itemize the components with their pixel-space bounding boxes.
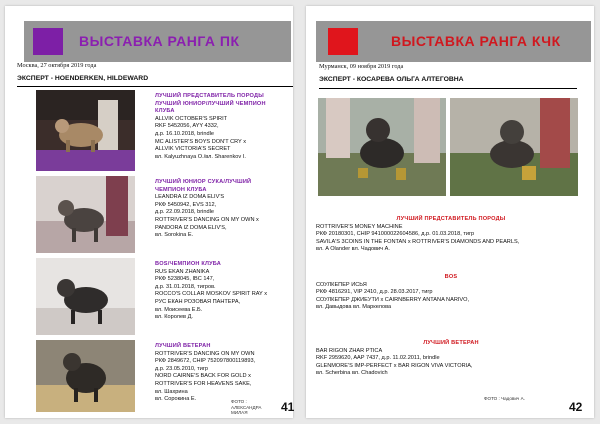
entry-line: NORD CAIRNE'S BACK FOR GOLD x [155,373,251,380]
entry-left-2 [155,179,259,240]
owner-line: вл. A Olander вл. Чадович А. [316,246,390,253]
dog-name: RUS EKAN ZHANIKA [155,268,210,275]
dog-name: ALLVIK OCTOBER'S SPIRIT [155,115,228,122]
entry-line: РКФ 2849672, CHIP 752097800119893, [155,358,256,365]
dog-photo-2 [36,176,135,253]
dog-name: BAR RIGON ZHAR PTICA [316,347,383,354]
dog-photo-6 [450,98,578,196]
owner-line: вл. Шахрина [155,388,188,395]
entry-line: ALLVIK VICTORIA'S SECRET [155,146,231,153]
page-left [5,6,293,418]
dog-name: ROTTRIVER'S DANCING ON MY OWN [155,350,255,357]
entry-line: РКФ 5450942, EVS 312, [155,201,217,208]
entry-title: ЛУЧШИЙ ПРЕДСТАВИТЕЛЬ ПОРОДЫ [155,93,264,99]
divider-left [17,86,293,87]
owner-line: вл. Sorokina E. [155,232,194,239]
entry-title: КЛУБА [155,108,175,115]
entry-title: BOS [444,274,458,280]
entry-title: ЛУЧШИЙ ПРЕДСТАВИТЕЛЬ ПОРОДЫ [396,216,506,222]
expert-left: ЭКСПЕРТ - HOENDERKEN, HILDEWARD [17,75,149,82]
entry-line: РУС ЕКАН РОЗОВАЯ ПАНТЕРА, [155,298,241,305]
banner-square-red [328,28,358,55]
page-right [306,6,594,418]
owner-line: вл. Давыдова вл. Маркелова [316,304,392,311]
photo-caption-left: ФОТО : АЛЕКСАНДРА МИЛАЯ [231,399,262,415]
entry-title: ЛУЧШИЙ ВЕТЕРАН [155,343,211,349]
page-number-left: 41 [281,400,295,414]
entry-line: РКФ 4816291, VIP 2410, д.р. 28.03.2017, тигр [316,289,433,296]
dog-name: СОУЛКЕПЕР ИСЬЯ [316,281,367,288]
entry-line: д.р. 31.01.2018, тигров. [155,283,216,290]
entry-line: СОУЛКЕПЕР ДЖИЕУТИ x CAIRNBERRY ANTANA NARIVO, [316,296,470,303]
entry-right-3 [316,340,586,378]
entry-line: д.р. 22.09.2018, brindle [155,209,214,216]
entry-left-1 [155,93,266,161]
entry-line: д.р. 23.05.2010, тигр [155,365,208,372]
expert-right: ЭКСПЕРТ - КОСАРЕВА ОЛЬГА АЛТЕГОВНА [319,76,464,83]
owner-line: вл. Scherbina вл. Chadovich [316,370,388,377]
entry-right-2 [316,274,586,312]
dog-photo-5 [318,98,446,196]
entry-left-3 [155,261,267,322]
owner-line: вл. Сорокина Е. [155,396,197,403]
entry-left-4 [155,343,255,404]
entry-line: RKF 5452056, AYY 4332, [155,123,219,130]
banner-right [316,21,591,62]
entry-line: GLENMORE'S IMP-PERFECT x BAR RIGON VIVA VICTORIA, [316,362,473,369]
show-date-right: Мурманск, 09 ноября 2019 года [319,63,404,70]
entry-title: ЛУЧШИЙ ВЕТЕРАН [423,340,479,346]
show-date-left: Москва, 27 октября 2019 года [17,62,97,69]
entry-line: RKF 2959620, AAP 7437, д.р. 11.02.2011, brindle [316,355,440,362]
banner-title-right: ВЫСТАВКА РАНГА КЧК [391,33,561,49]
banner-left [24,21,291,62]
entry-line: РКФ 5238045, IBC 147, [155,276,215,283]
entry-line: РКФ 20180301, CHIP 941000022604586, д.р. 01.03.2018, тигр [316,231,475,238]
entry-line: PANDORA IZ DOMA ELIV'S, [155,224,227,231]
entry-title: ЛУЧШИЙ ЮНИОР/ЛУЧШИЙ ЧЕМПИОН [155,100,266,107]
entry-line: MC ALISTER'S BOYS DON'T CRY x [155,138,247,145]
entry-title: BOS/ЧЕМПИОН КЛУБА [155,261,222,267]
owner-line: вл. Kalyuzhnaya O./вл. Sharenkov I. [155,153,246,160]
entry-line: ROTTRIVER'S DANCING ON MY OWN x [155,216,259,223]
divider-right [319,88,577,89]
entry-title: ЧЕМПИОН КЛУБА [155,186,207,193]
photo-caption-right: ФОТО : Чадович А. [484,396,525,401]
owner-line: вл. Королев Д. [155,314,193,321]
entry-line: ROCCO'S COLLAR MOSKOV SPIRIT RAY x [155,291,268,298]
dog-name: ROTTRIVER'S MONEY MACHINE [316,223,403,230]
entry-title: ЛУЧШИЙ ЮНИОР СУКА/ЛУЧШИЙ [155,179,252,185]
dog-name: LEANDRA IZ DOMA ELIV'S [155,194,225,201]
owner-line: вл. Моисеева Е.Б. [155,306,203,313]
banner-square-purple [33,28,63,55]
entry-line: ROTTRIVER'S FOR HEAVENS SAKE, [155,380,252,387]
dog-photo-3 [36,258,135,335]
entry-line: д.р. 16.10.2018, brindle [155,130,214,137]
entry-right-1 [316,216,586,254]
banner-title-left: ВЫСТАВКА РАНГА ПК [79,33,240,49]
dog-photo-4 [36,340,135,412]
page-number-right: 42 [569,400,583,414]
entry-line: SAVILA'S 3COINS IN THE FONTAN x ROTTRIVER'S DIAMONDS AND PEARLS, [316,238,520,245]
dog-photo-1 [36,90,135,171]
